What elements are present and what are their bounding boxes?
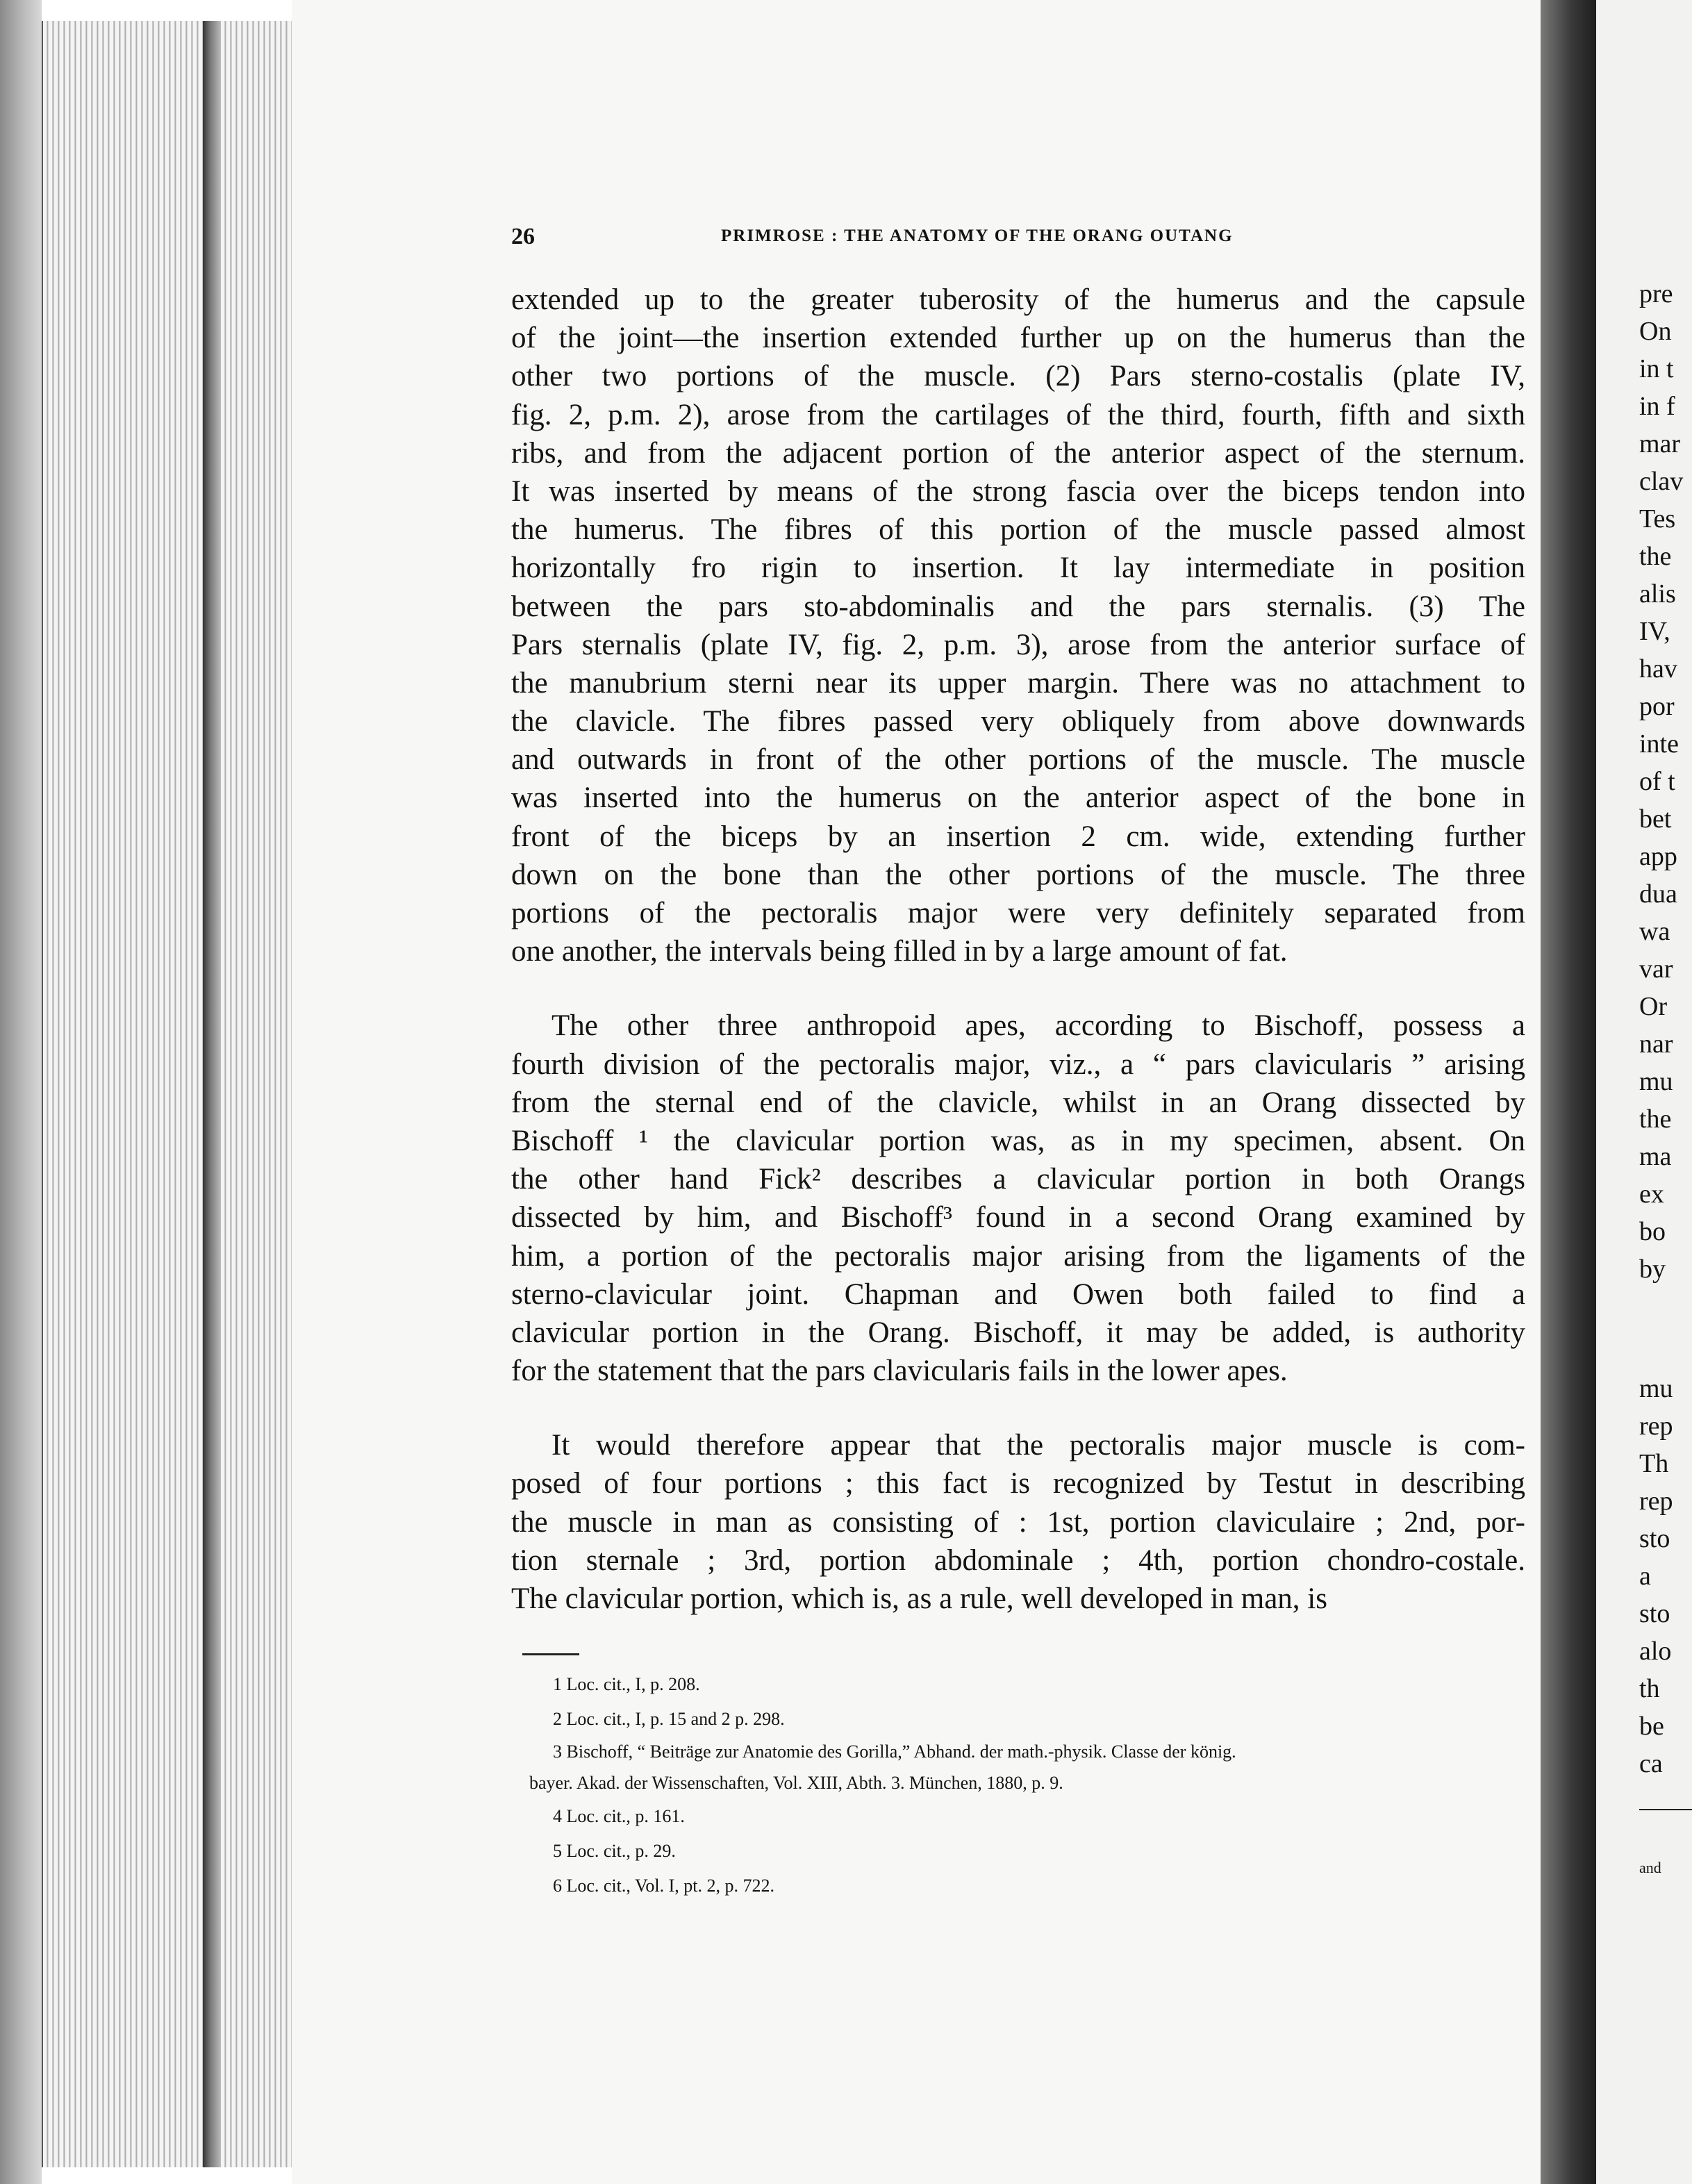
running-head xyxy=(511,224,1542,251)
text-line: The other three anthropoid apes, according to Bischoff, possess a xyxy=(551,1009,1525,1043)
facing-page-fragment: rep xyxy=(1639,1412,1673,1441)
text-line: Pars sternalis (plate IV, fig. 2, p.m. 3), arose from the anterior surface of xyxy=(511,628,1525,661)
text-line: posed of four portions ; this fact is recognized by Testut in describing xyxy=(511,1467,1525,1500)
facing-page-fragment: ma xyxy=(1639,1142,1672,1171)
page-number: 26 xyxy=(511,224,535,249)
text-line: was inserted into the humerus on the anterior aspect of the bone in xyxy=(511,781,1525,815)
text-line: dissected by him, and Bischoff³ found in a second Orang examined by xyxy=(511,1201,1525,1234)
facing-page-fragment: wa xyxy=(1639,917,1670,946)
facing-page-fragment: in t xyxy=(1639,354,1674,383)
footnotes xyxy=(522,1667,1534,1903)
text-line: from the sternal end of the clavicle, whilst in an Orang dissected by xyxy=(511,1086,1525,1119)
text-line: The clavicular portion, which is, as a rule, well developed in man, is xyxy=(511,1582,1327,1615)
facing-page-fragment: por xyxy=(1639,692,1675,721)
body-text xyxy=(511,281,1525,1618)
book-gutter xyxy=(1541,0,1596,2184)
facing-page-fragment: be xyxy=(1639,1712,1664,1741)
footnote: 6 Loc. cit., Vol. I, pt. 2, p. 722. xyxy=(553,1876,774,1896)
facing-page-fragment: by xyxy=(1639,1255,1666,1284)
text-line: fourth division of the pectoralis major, viz., a “ pars clavicularis ” arising xyxy=(511,1048,1525,1081)
facing-footnote-rule xyxy=(1639,1809,1692,1810)
facing-page-fragment: Or xyxy=(1639,992,1668,1021)
footnote: 4 Loc. cit., p. 161. xyxy=(553,1806,685,1826)
paragraph xyxy=(511,281,1525,970)
facing-page xyxy=(1596,0,1692,2184)
facing-page-fragment: sto xyxy=(1639,1599,1670,1628)
running-title: PRIMROSE : THE ANATOMY OF THE ORANG OUTANG xyxy=(721,226,1234,245)
text-line: other two portions of the muscle. (2) Pars sterno-costalis (plate IV, xyxy=(511,360,1525,393)
facing-page-fragment: alo xyxy=(1639,1637,1672,1666)
text-line: down on the bone than the other portions of the muscle. The three xyxy=(511,858,1525,891)
text-line: It was inserted by means of the strong fascia over the biceps tendon into xyxy=(511,474,1525,508)
text-line: the other hand Fick² describes a clavicular portion in both Orangs xyxy=(511,1163,1525,1196)
text-line: of the joint—the insertion extended further up on the humerus than the xyxy=(511,322,1525,355)
text-line: one another, the intervals being filled in by a large amount of fat. xyxy=(511,935,1288,968)
facing-page-fragment: alis xyxy=(1639,579,1676,609)
facing-page-fragment: mu xyxy=(1639,1374,1673,1403)
facing-page-fragment: of t xyxy=(1639,767,1675,796)
text-line: clavicular portion in the Orang. Bischoff, it may be added, is authority xyxy=(511,1316,1525,1349)
text-line: the humerus. The fibres of this portion of the muscle passed almost xyxy=(511,513,1525,547)
page-edges-stack xyxy=(42,21,293,2167)
book-left-edge xyxy=(0,0,42,2184)
facing-page-fragment: inte xyxy=(1639,729,1679,759)
text-line: for the statement that the pars clavicularis fails in the lower apes. xyxy=(511,1355,1288,1388)
facing-page-fragment: app xyxy=(1639,842,1677,871)
text-line: him, a portion of the pectoralis major arising from the ligaments of the xyxy=(511,1239,1525,1273)
facing-page-fragment: sto xyxy=(1639,1524,1670,1553)
text-line: fig. 2, p.m. 2), arose from the cartilages of the third, fourth, fifth and sixth xyxy=(511,398,1525,431)
facing-page-fragment: mar xyxy=(1639,429,1681,458)
facing-page-fragment: var xyxy=(1639,954,1673,984)
paragraph xyxy=(511,1007,1525,1390)
facing-page-fragment: hav xyxy=(1639,654,1677,684)
facing-page-fragment: bet xyxy=(1639,804,1672,834)
facing-page-fragment: pre xyxy=(1639,279,1673,308)
footnote: 3 Bischoff, “ Beiträge zur Anatomie des Gorilla,” Abhand. der math.-physik. Classe der könig. xyxy=(553,1742,1236,1762)
facing-page-fragment: a xyxy=(1639,1562,1651,1591)
text-line: tion sternale ; 3rd, portion abdominale ; 4th, portion chondro-costale. xyxy=(511,1544,1525,1577)
facing-page-fragment: the xyxy=(1639,1105,1672,1134)
text-line: ribs, and from the adjacent portion of the anterior aspect of the sternum. xyxy=(511,436,1525,470)
text-line: between the pars sto-abdominalis and the pars sternalis. (3) The xyxy=(511,590,1525,623)
binding-shadow xyxy=(203,21,221,2167)
facing-page-fragment: Th xyxy=(1639,1449,1669,1478)
facing-footnote-fragment: and xyxy=(1639,1859,1661,1876)
footnote: 5 Loc. cit., p. 29. xyxy=(553,1841,676,1861)
facing-page-fragment: ex xyxy=(1639,1180,1664,1209)
text-line: portions of the pectoralis major were very definitely separated from xyxy=(511,897,1525,929)
paragraph-gap xyxy=(511,970,1525,1007)
footnote: 2 Loc. cit., I, p. 15 and 2 p. 298. xyxy=(553,1709,785,1729)
facing-page-fragment: dua xyxy=(1639,879,1677,909)
facing-page-fragment: Tes xyxy=(1639,504,1676,533)
facing-page-fragment: in f xyxy=(1639,392,1675,421)
text-line: front of the biceps by an insertion 2 cm. wide, extending further xyxy=(511,820,1525,853)
facing-page-fragment: On xyxy=(1639,317,1672,346)
text-line: and outwards in front of the other portions of the muscle. The muscle xyxy=(511,743,1525,777)
facing-page-fragment: clav xyxy=(1639,467,1684,496)
text-line: the clavicle. The fibres passed very obliquely from above downwards xyxy=(511,705,1525,738)
facing-page-fragment: mu xyxy=(1639,1067,1673,1096)
footnote-rule xyxy=(522,1653,579,1655)
text-line: horizontally fro rigin to insertion. It lay intermediate in position xyxy=(511,552,1525,585)
facing-page-fragment: the xyxy=(1639,542,1672,571)
paragraph xyxy=(511,1426,1525,1618)
facing-page-fragment: th xyxy=(1639,1674,1660,1703)
text-line: the manubrium sterni near its upper margin. There was no attachment to xyxy=(511,666,1525,700)
facing-page-fragment: bo xyxy=(1639,1217,1666,1246)
facing-page-fragment: rep xyxy=(1639,1487,1673,1516)
facing-page-fragment: IV, xyxy=(1639,617,1670,646)
text-line: Bischoff ¹ the clavicular portion was, as in my specimen, absent. On xyxy=(511,1124,1525,1157)
text-line: extended up to the greater tuberosity of the humerus and the capsule xyxy=(511,283,1525,316)
footnote: 1 Loc. cit., I, p. 208. xyxy=(553,1674,700,1694)
text-line: sterno-clavicular joint. Chapman and Owen both failed to find a xyxy=(511,1277,1525,1311)
text-line: the muscle in man as consisting of : 1st, portion claviculaire ; 2nd, por- xyxy=(511,1505,1525,1539)
facing-page-fragment: ca xyxy=(1639,1749,1663,1778)
footnote: bayer. Akad. der Wissenschaften, Vol. XIII, Abth. 3. München, 1880, p. 9. xyxy=(529,1773,1063,1793)
facing-page-fragment: nar xyxy=(1639,1029,1673,1059)
text-line: It would therefore appear that the pectoralis major muscle is com- xyxy=(551,1429,1525,1462)
paragraph-gap xyxy=(511,1390,1525,1426)
